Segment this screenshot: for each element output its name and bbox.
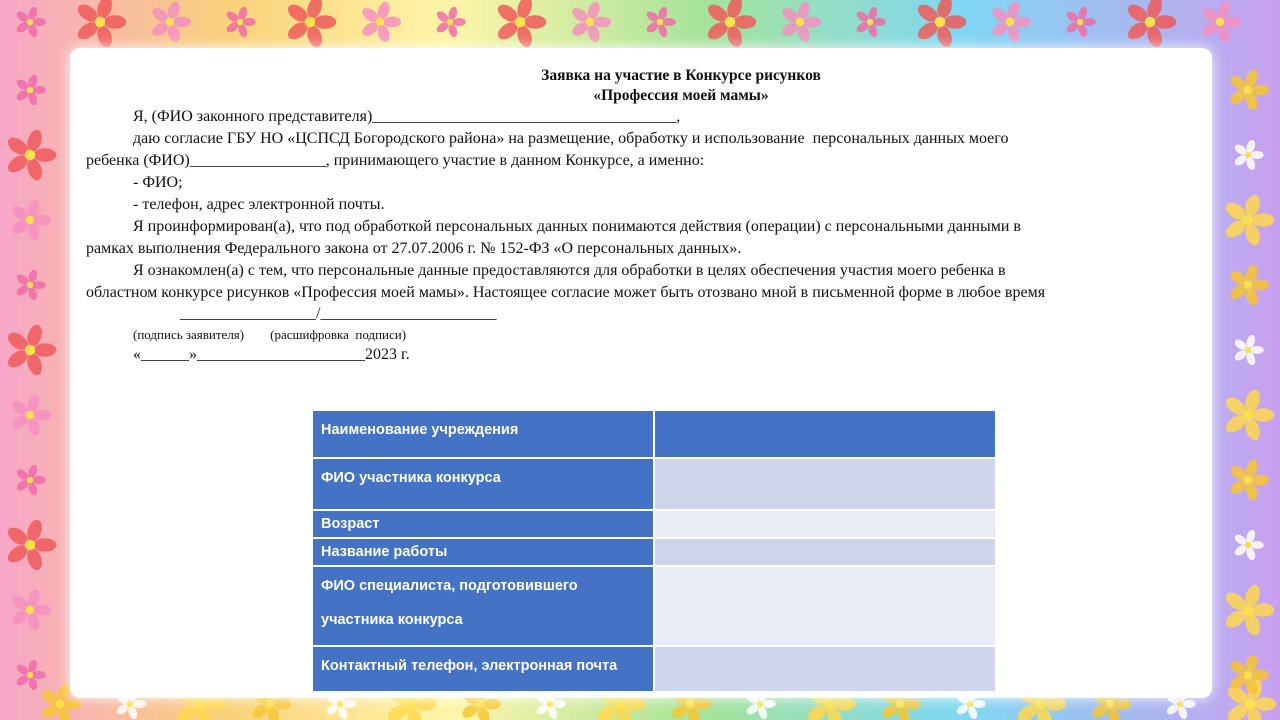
flower-decoration xyxy=(1223,388,1274,442)
row-value[interactable] xyxy=(654,646,996,692)
flower-decoration xyxy=(570,0,611,43)
date-line: «______»_____________________2023 г. xyxy=(133,346,410,363)
flower-decoration xyxy=(15,659,46,691)
flower-decoration xyxy=(645,6,676,38)
flower-decoration xyxy=(1125,0,1176,49)
flower-decoration xyxy=(15,464,46,496)
row-value[interactable] xyxy=(654,538,996,566)
row-value[interactable] xyxy=(654,410,996,458)
flower-decoration xyxy=(1228,263,1269,306)
flower-decoration xyxy=(285,0,336,49)
flower-decoration xyxy=(360,0,401,43)
flower-decoration xyxy=(435,6,466,38)
flower-decoration xyxy=(1228,68,1269,111)
row-label: Возраст xyxy=(312,510,654,538)
table-row xyxy=(312,646,996,692)
text-line-7: рамках выполнения Федерального закона от 27.07.2006 г. № 152-ФЗ «О персональных данных». xyxy=(86,240,742,257)
flower-decoration xyxy=(1065,6,1096,38)
flower-decoration xyxy=(10,198,51,241)
flower-decoration xyxy=(780,0,821,43)
row-label: ФИО специалиста, подготовившего участника конкурса xyxy=(312,566,654,646)
text-line-4: - ФИО; xyxy=(133,174,183,191)
flower-decoration xyxy=(495,0,546,49)
document-title-line-2: «Профессия моей мамы» xyxy=(593,87,769,104)
text-line-8: Я ознакомлен(а) с тем, что персональные данные предоставляются для обработки в целях обеспечения участия моего ребенка в xyxy=(133,262,1006,279)
flower-decoration xyxy=(10,393,51,436)
flower-decoration xyxy=(1225,677,1276,720)
flower-decoration xyxy=(1223,583,1274,637)
document-title-line-1: Заявка на участие в Конкурсе рисунков xyxy=(541,67,821,84)
flower-decoration xyxy=(5,518,56,572)
flower-decoration xyxy=(705,0,756,49)
flower-decoration xyxy=(915,0,966,49)
row-label: ФИО участника конкурса xyxy=(312,458,654,510)
flower-decoration xyxy=(150,0,191,43)
text-line-3: ребенка (ФИО)_________________, принимающего участие в данном Конкурсе, а именно: xyxy=(86,152,705,169)
flower-decoration xyxy=(1233,334,1264,366)
flower-decoration xyxy=(1233,529,1264,561)
flower-decoration xyxy=(75,0,126,49)
text-line-5: - телефон, адрес электронной почты. xyxy=(133,196,385,213)
signature-caption: (подпись заявителя) (расшифровка подписи) xyxy=(133,327,407,342)
flower-decoration xyxy=(855,6,886,38)
table-row xyxy=(312,510,996,538)
row-label: Наименование учреждения xyxy=(312,410,654,458)
flower-decoration xyxy=(225,6,256,38)
flower-decoration xyxy=(5,323,56,377)
row-label: Контактный телефон, электронная почта xyxy=(312,646,654,692)
text-line-2: даю согласие ГБУ НО «ЦСПСД Богородского района» на размещение, обработку и использование персональных данных моего xyxy=(133,130,1009,147)
flower-decoration xyxy=(1228,653,1269,696)
table-row xyxy=(312,458,996,510)
table-row xyxy=(312,410,996,458)
row-value[interactable] xyxy=(654,510,996,538)
row-value[interactable] xyxy=(654,566,996,646)
row-label: Название работы xyxy=(312,538,654,566)
flower-decoration xyxy=(15,74,46,106)
table-row xyxy=(312,566,996,646)
flower-decoration xyxy=(5,128,56,182)
flower-decoration xyxy=(990,0,1031,43)
table-row xyxy=(312,538,996,566)
row-value[interactable] xyxy=(654,458,996,510)
flower-decoration xyxy=(1200,0,1241,43)
flower-decoration xyxy=(1228,458,1269,501)
flower-decoration xyxy=(1233,139,1264,171)
text-line-9: областном конкурсе рисунков «Профессия моей мамы». Настоящее согласие может быть отозвано мной в письменной форме в любое время xyxy=(86,284,1046,301)
flower-decoration xyxy=(15,6,46,38)
flower-decoration xyxy=(1223,193,1274,247)
flower-decoration xyxy=(10,588,51,631)
application-form-table xyxy=(311,409,997,693)
flower-decoration xyxy=(15,269,46,301)
text-line-1: Я, (ФИО законного представителя)______________________________________, xyxy=(133,108,681,125)
signature-line: _________________/______________________ xyxy=(180,305,497,322)
text-line-6: Я проинформирован(а), что под обработкой персональных данных понимаются действия (операции) с персональными данными в xyxy=(133,218,1021,235)
consent-document xyxy=(86,66,1216,366)
